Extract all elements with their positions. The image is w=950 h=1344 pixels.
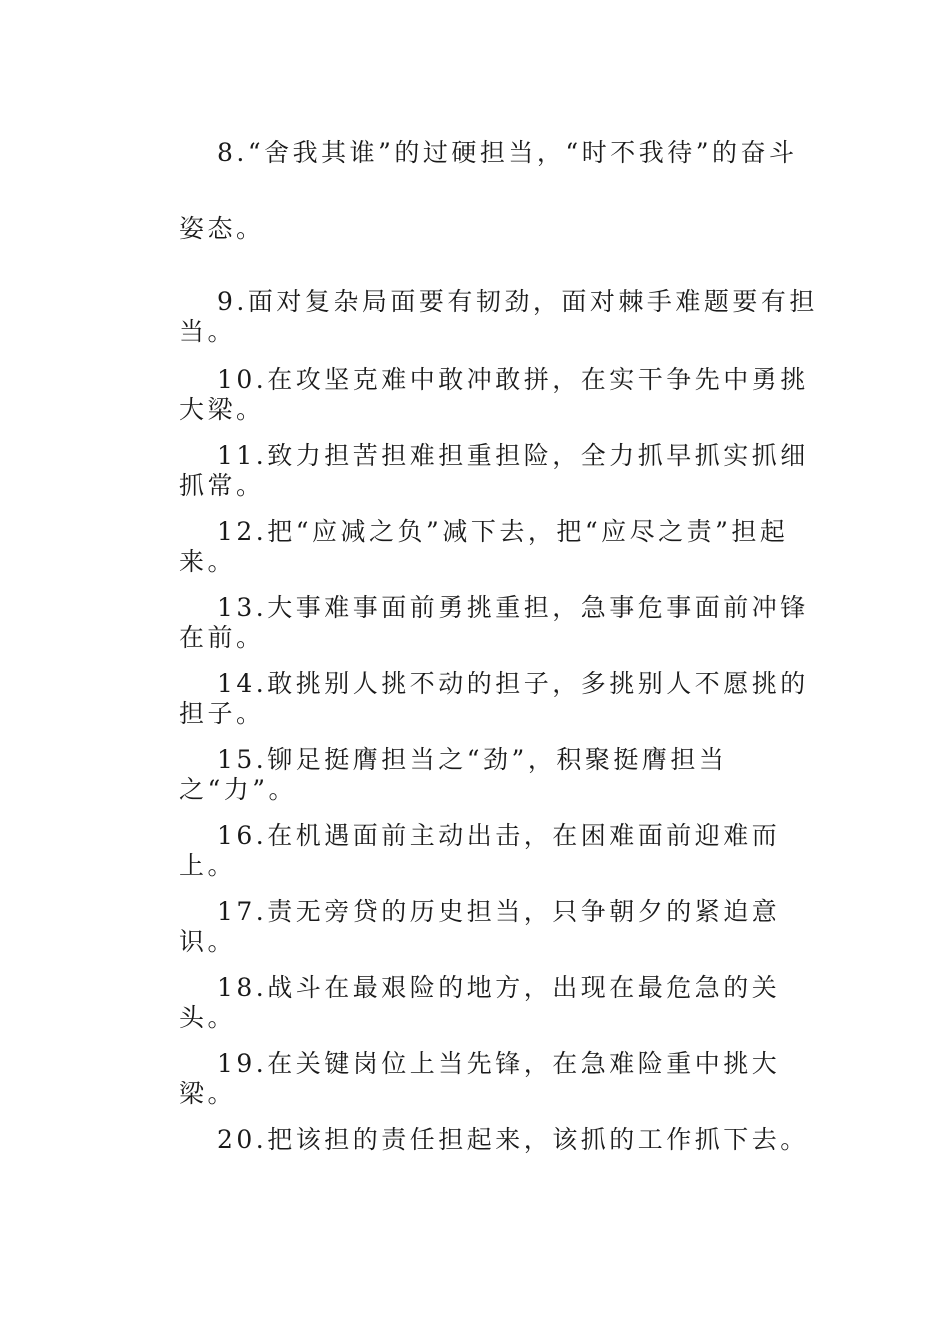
list-item-text: 14.敢挑别人挑不动的担子，多挑别人不愿挑的担子。 [179,669,809,728]
list-item [179,669,819,729]
list-item-text: 19.在关键岗位上当先锋，在急难险重中挑大梁。 [179,1049,781,1108]
list-item [179,745,819,805]
list-item [179,897,819,957]
list-item [179,973,819,1033]
list-item-text: 10.在攻坚克难中敢冲敢拼，在实干争先中勇挑大梁。 [179,365,809,424]
list-item [179,287,819,347]
list-item [179,365,819,425]
list-item-text: 20.把该担的责任担起来，该抓的工作抓下去。 [217,1125,809,1154]
list-item-text: 8.“舍我其谁”的过硬担当，“时不我待”的奋斗姿态。 [179,138,798,243]
list-item [179,821,819,881]
list-item [179,593,819,653]
list-item-text: 17.责无旁贷的历史担当，只争朝夕的紧迫意识。 [179,897,781,956]
list-item-text: 11.致力担苦担难担重担险，全力抓早抓实抓细抓常。 [179,441,809,500]
list-item [179,115,819,267]
list-item [179,1049,819,1109]
list-item [179,517,819,577]
list-item-text: 9.面对复杂局面要有韧劲，面对棘手难题要有担当。 [179,287,818,346]
list-item [179,441,819,501]
list-item-text: 15.铆足挺膺担当之“劲”，积聚挺膺担当之“力”。 [179,745,728,804]
list-item-text: 13.大事难事面前勇挑重担，急事危事面前冲锋在前。 [179,593,809,652]
list-item-text: 18.战斗在最艰险的地方，出现在最危急的关头。 [179,973,781,1032]
list-item-text: 16.在机遇面前主动出击，在困难面前迎难而上。 [179,821,781,880]
list-item [179,1125,819,1155]
list-item-text: 12.把“应减之负”减下去，把“应尽之责”担起来。 [179,517,789,576]
